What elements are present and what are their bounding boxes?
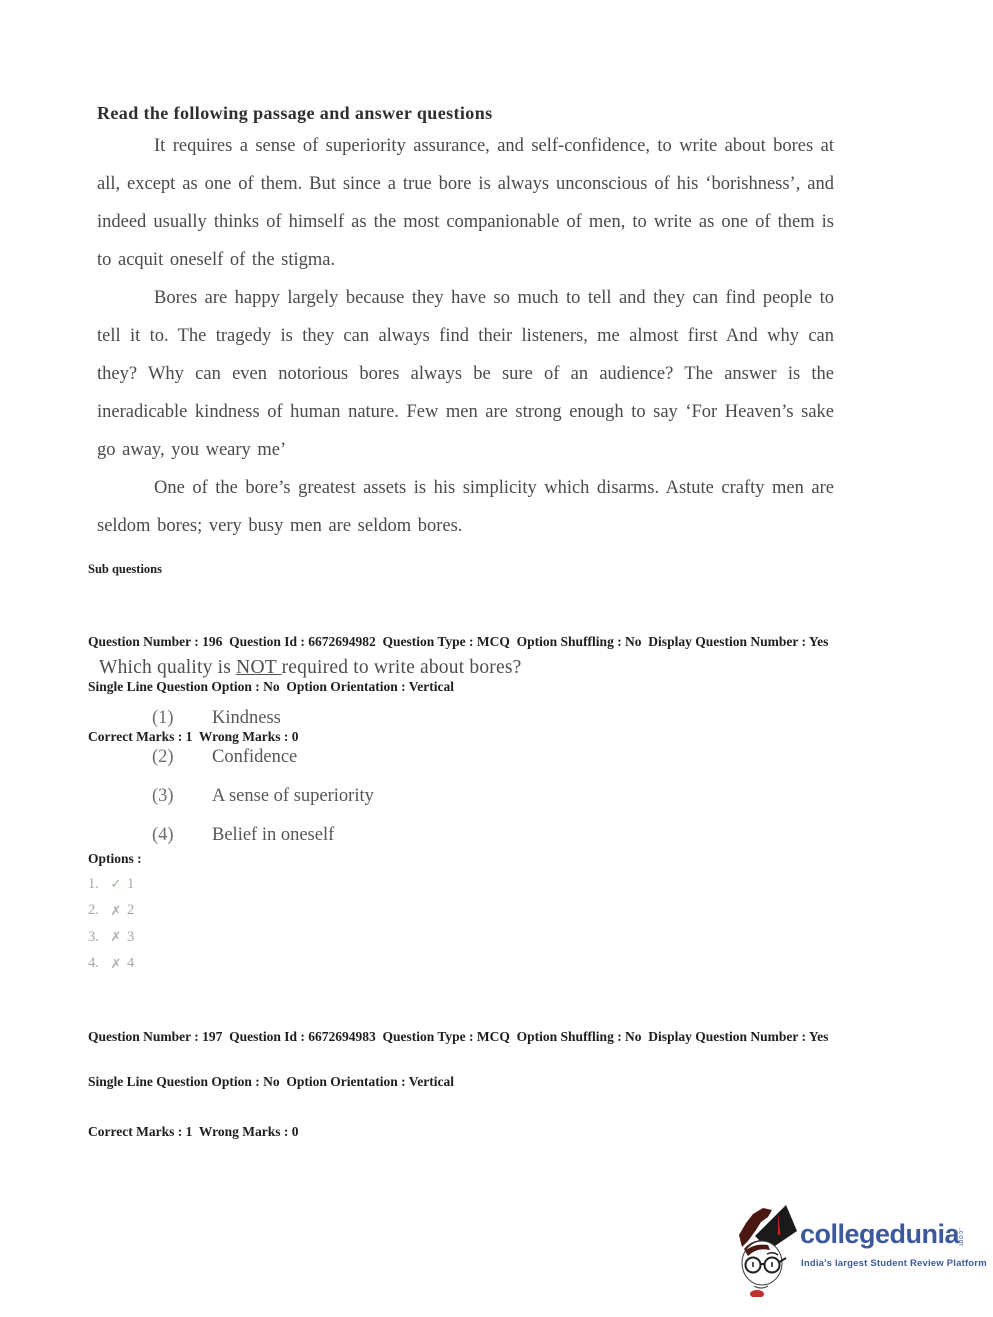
- check-icon: ✓: [110, 876, 122, 892]
- choice-3-label: A sense of superiority: [212, 786, 374, 806]
- answer-row-4: [88, 951, 134, 978]
- question-196-choices: [152, 699, 374, 855]
- question-196-meta-line-1: Question Number : 196 Question Id : 6672694982 Question Type : MCQ Option Shuffling : No Display Question Number : Yes: [88, 634, 829, 649]
- question-196-text-after: required to write about bores?: [281, 657, 522, 678]
- cross-icon: ✗: [110, 955, 122, 971]
- choice-2-label: Confidence: [212, 747, 298, 767]
- passage-heading: Read the following passage and answer questions: [97, 103, 493, 123]
- reading-passage: [97, 127, 834, 545]
- question-196-text-before: Which quality is: [99, 657, 237, 678]
- answer-row-1: [88, 871, 134, 898]
- choice-3-number: (3): [152, 786, 174, 806]
- choice-1-number: (1): [152, 708, 174, 728]
- answer-row-3: [88, 924, 134, 951]
- choice-4: [152, 816, 374, 855]
- question-197-meta-line-2: Single Line Question Option : No Option Orientation : Vertical: [88, 1074, 455, 1089]
- answer-row-3-value: 3: [127, 928, 135, 945]
- collegedunia-logo: [736, 1201, 988, 1297]
- choice-1-label: Kindness: [212, 708, 281, 728]
- question-196-meta-line-2: Single Line Question Option : No Option Orientation : Vertical: [88, 679, 455, 694]
- collegedunia-mascot-icon: [736, 1201, 798, 1297]
- cross-icon: ✗: [110, 902, 122, 918]
- answer-row-2-number: 2.: [88, 902, 99, 919]
- answer-row-3-number: 3.: [88, 928, 99, 945]
- choice-4-number: (4): [152, 825, 174, 845]
- question-196-text: [99, 657, 522, 679]
- answer-row-4-value: 4: [127, 955, 135, 972]
- collegedunia-tagline: India's largest Student Review Platform: [801, 1258, 987, 1269]
- sub-questions-label: Sub questions: [88, 562, 162, 576]
- question-197-meta-line-1: Question Number : 197 Question Id : 6672694983 Question Type : MCQ Option Shuffling : No Display Question Number : Yes: [88, 1029, 829, 1044]
- question-196-answer-key: [88, 871, 134, 977]
- answer-row-1-number: 1.: [88, 875, 99, 892]
- question-197-marks-line: Correct Marks : 1 Wrong Marks : 0: [88, 1124, 299, 1139]
- collegedunia-wordmark: collegedunia: [800, 1219, 960, 1249]
- answer-row-1-value: 1: [127, 875, 135, 892]
- passage-paragraph-3: One of the bore’s greatest assets is his simplicity which disarms. Astute crafty men are seldom bores; very busy men are seldom bores.: [97, 478, 834, 536]
- options-label: Options :: [88, 851, 142, 866]
- question-196-marks-line: Correct Marks : 1 Wrong Marks : 0: [88, 729, 299, 744]
- passage-paragraph-2: Bores are happy largely because they have so much to tell and they can find people to tell it to. The tragedy is they can always find their listeners, me almost first And why can they? Why can even notorious bores always be sure of an audience? The answer is the ineradicable kindness of human nature. Few men are strong enough to say ‘For Heaven’s sake go away, you weary me’: [97, 288, 834, 460]
- choice-2-number: (2): [152, 747, 174, 767]
- answer-row-2: [88, 898, 134, 925]
- question-197-metadata: [88, 999, 828, 1154]
- answer-row-4-number: 4.: [88, 955, 99, 972]
- collegedunia-tld: .com: [957, 1228, 964, 1247]
- passage-paragraph-1: It requires a sense of superiority assurance, and self-confidence, to write about bores at all, except as one of them. But since a true bore is always unconscious of his ‘borishness’, and indeed usually thinks of himself as the most companionable of men, to write as one of them is to acquit oneself of the stigma.: [97, 136, 834, 270]
- choice-2: [152, 738, 374, 777]
- answer-row-2-value: 2: [127, 902, 135, 919]
- choice-4-label: Belief in oneself: [212, 825, 335, 845]
- cross-icon: ✗: [110, 929, 122, 945]
- choice-3: [152, 777, 374, 816]
- choice-1: [152, 699, 374, 738]
- question-196-text-not: NOT: [236, 657, 282, 678]
